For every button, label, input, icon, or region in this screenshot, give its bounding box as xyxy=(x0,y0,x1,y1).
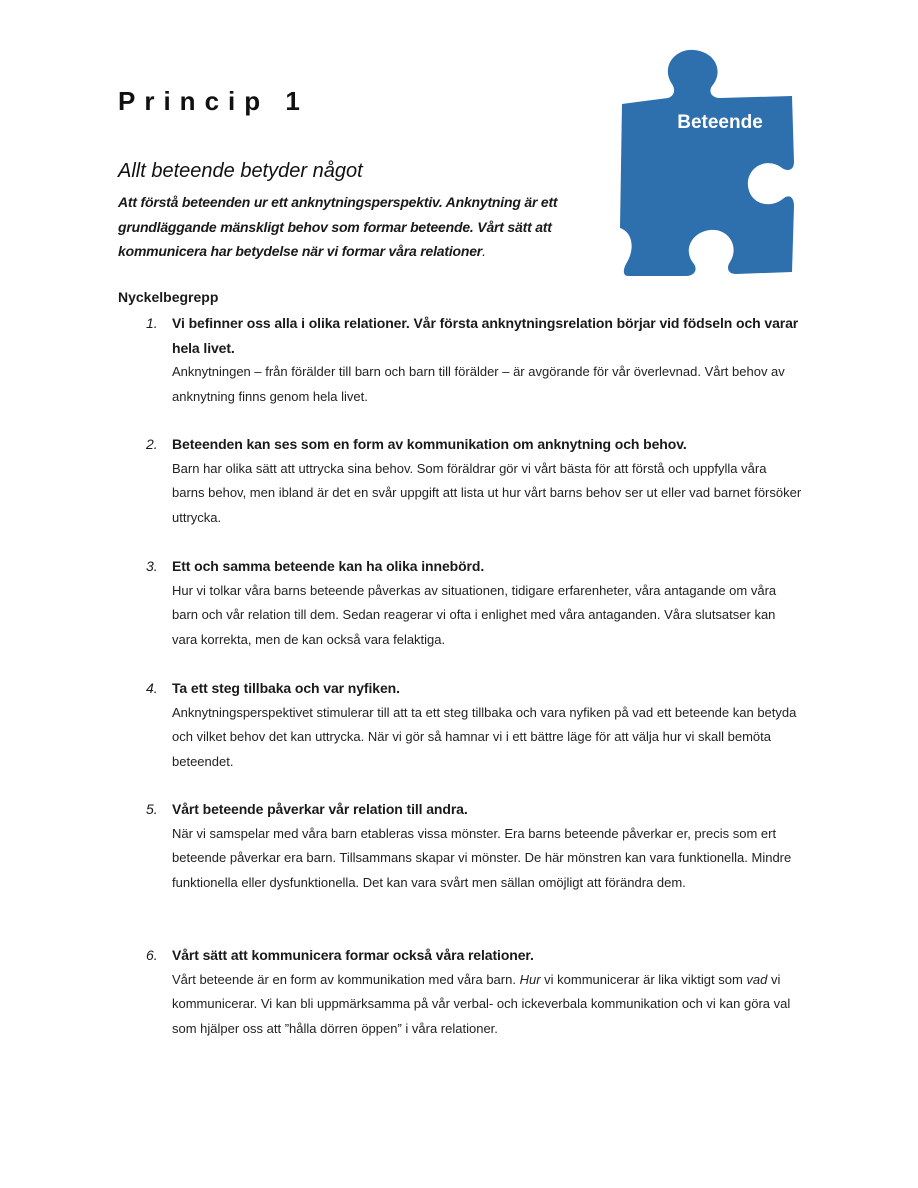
item-body xyxy=(172,968,802,1042)
item-heading: Vi befinner oss alla i olika relationer. Vår första anknytningsrelation börjar vid födseln och varar hela livet. xyxy=(172,315,799,356)
item-body: Anknytningen – från förälder till barn och barn till förälder – är avgörande för vår överlevnad. Vårt behov av anknytning finns genom hela livet. xyxy=(172,364,785,404)
key-concepts-heading: Nyckelbegrepp xyxy=(118,289,219,305)
item-body: Anknytningsperspektivet stimulerar till att ta ett steg tillbaka och vara nyfiken på vad ett beteende kan betyda och vilket behov det kan uttrycka. När vi gör så hamnar vi i ett bättre läge för att välja hur vi skall bemöta beteendet. xyxy=(172,704,797,769)
item-body: Barn har olika sätt att uttrycka sina behov. Som föräldrar gör vi vårt bästa för att förstå och uppfylla våra barns behov, men ibland är det en svår uppgift att lista ut hur vårt barns behov ser ut eller vad barnet försöker uttrycka. xyxy=(172,460,802,525)
list-item xyxy=(146,797,802,895)
item-number: 2. xyxy=(146,436,158,452)
item-body: Hur vi tolkar våra barns beteende påverkas av situationen, tidigare erfarenheter, våra antagande om våra barn och vår relation till dem. Sedan reagerar vi ofta i enlighet med våra antaganden. Våra slutsatser kan vara korrekta, men de kan också vara felaktiga. xyxy=(172,582,777,647)
intro-period: . xyxy=(482,243,486,259)
item-number: 4. xyxy=(146,680,158,696)
puzzle-label: Beteende xyxy=(677,112,763,133)
item-body-emphasis-vad: vad xyxy=(746,971,768,987)
item-body-part: Vårt beteende är en form av kommunikation med våra barn. xyxy=(172,971,520,987)
puzzle-piece-shape xyxy=(620,50,794,276)
principle-subtitle: Allt beteende betyder något xyxy=(118,160,363,182)
item-number: 1. xyxy=(146,315,158,331)
item-heading: Vårt sätt att kommunicera formar också våra relationer. xyxy=(172,947,534,963)
item-heading: Vårt beteende påverkar vår relation till andra. xyxy=(172,801,468,817)
intro-paragraph xyxy=(118,190,598,264)
item-body-part: vi kommunicerar är lika viktigt som xyxy=(540,971,747,987)
list-item xyxy=(146,554,802,652)
item-number: 6. xyxy=(146,947,158,963)
item-body-part: vi kommunicerar. Vi kan bli uppmärksamma på vår verbal- och ickeverbala kommunikation och vi kan göra val som hjälper oss att ”hålla dörren öppen” i våra relationer. xyxy=(172,971,791,1036)
puzzle-piece-icon xyxy=(616,46,802,282)
list-item xyxy=(146,943,802,1041)
item-heading: Ta ett steg tillbaka och var nyfiken. xyxy=(172,680,400,696)
item-number: 5. xyxy=(146,801,158,817)
item-body-emphasis-hur: Hur xyxy=(519,971,541,987)
intro-text: Att förstå beteenden ur ett anknytningsperspektiv. Anknytning är ett grundläggande mänskligt behov som formar beteende. Vårt sätt att kommunicera har betydelse när vi formar våra relationer xyxy=(118,194,558,259)
list-item xyxy=(146,311,802,409)
list-item xyxy=(146,676,802,774)
item-heading: Ett och samma beteende kan ha olika innebörd. xyxy=(172,558,485,574)
item-body: När vi samspelar med våra barn etableras vissa mönster. Era barns beteende påverkar er, precis som ert beteende påverkar era barn. Tillsammans skapar vi mönster. De här mönstren kan vara funktionella. Mindre funktionella eller dysfunktionella. Det kan vara svårt men sällan omöjligt att förändra dem. xyxy=(172,825,792,890)
list-item xyxy=(146,432,802,530)
item-number: 3. xyxy=(146,558,158,574)
page-title: Princip 1 xyxy=(118,86,309,116)
item-heading: Beteenden kan ses som en form av kommunikation om anknytning och behov. xyxy=(172,436,687,452)
